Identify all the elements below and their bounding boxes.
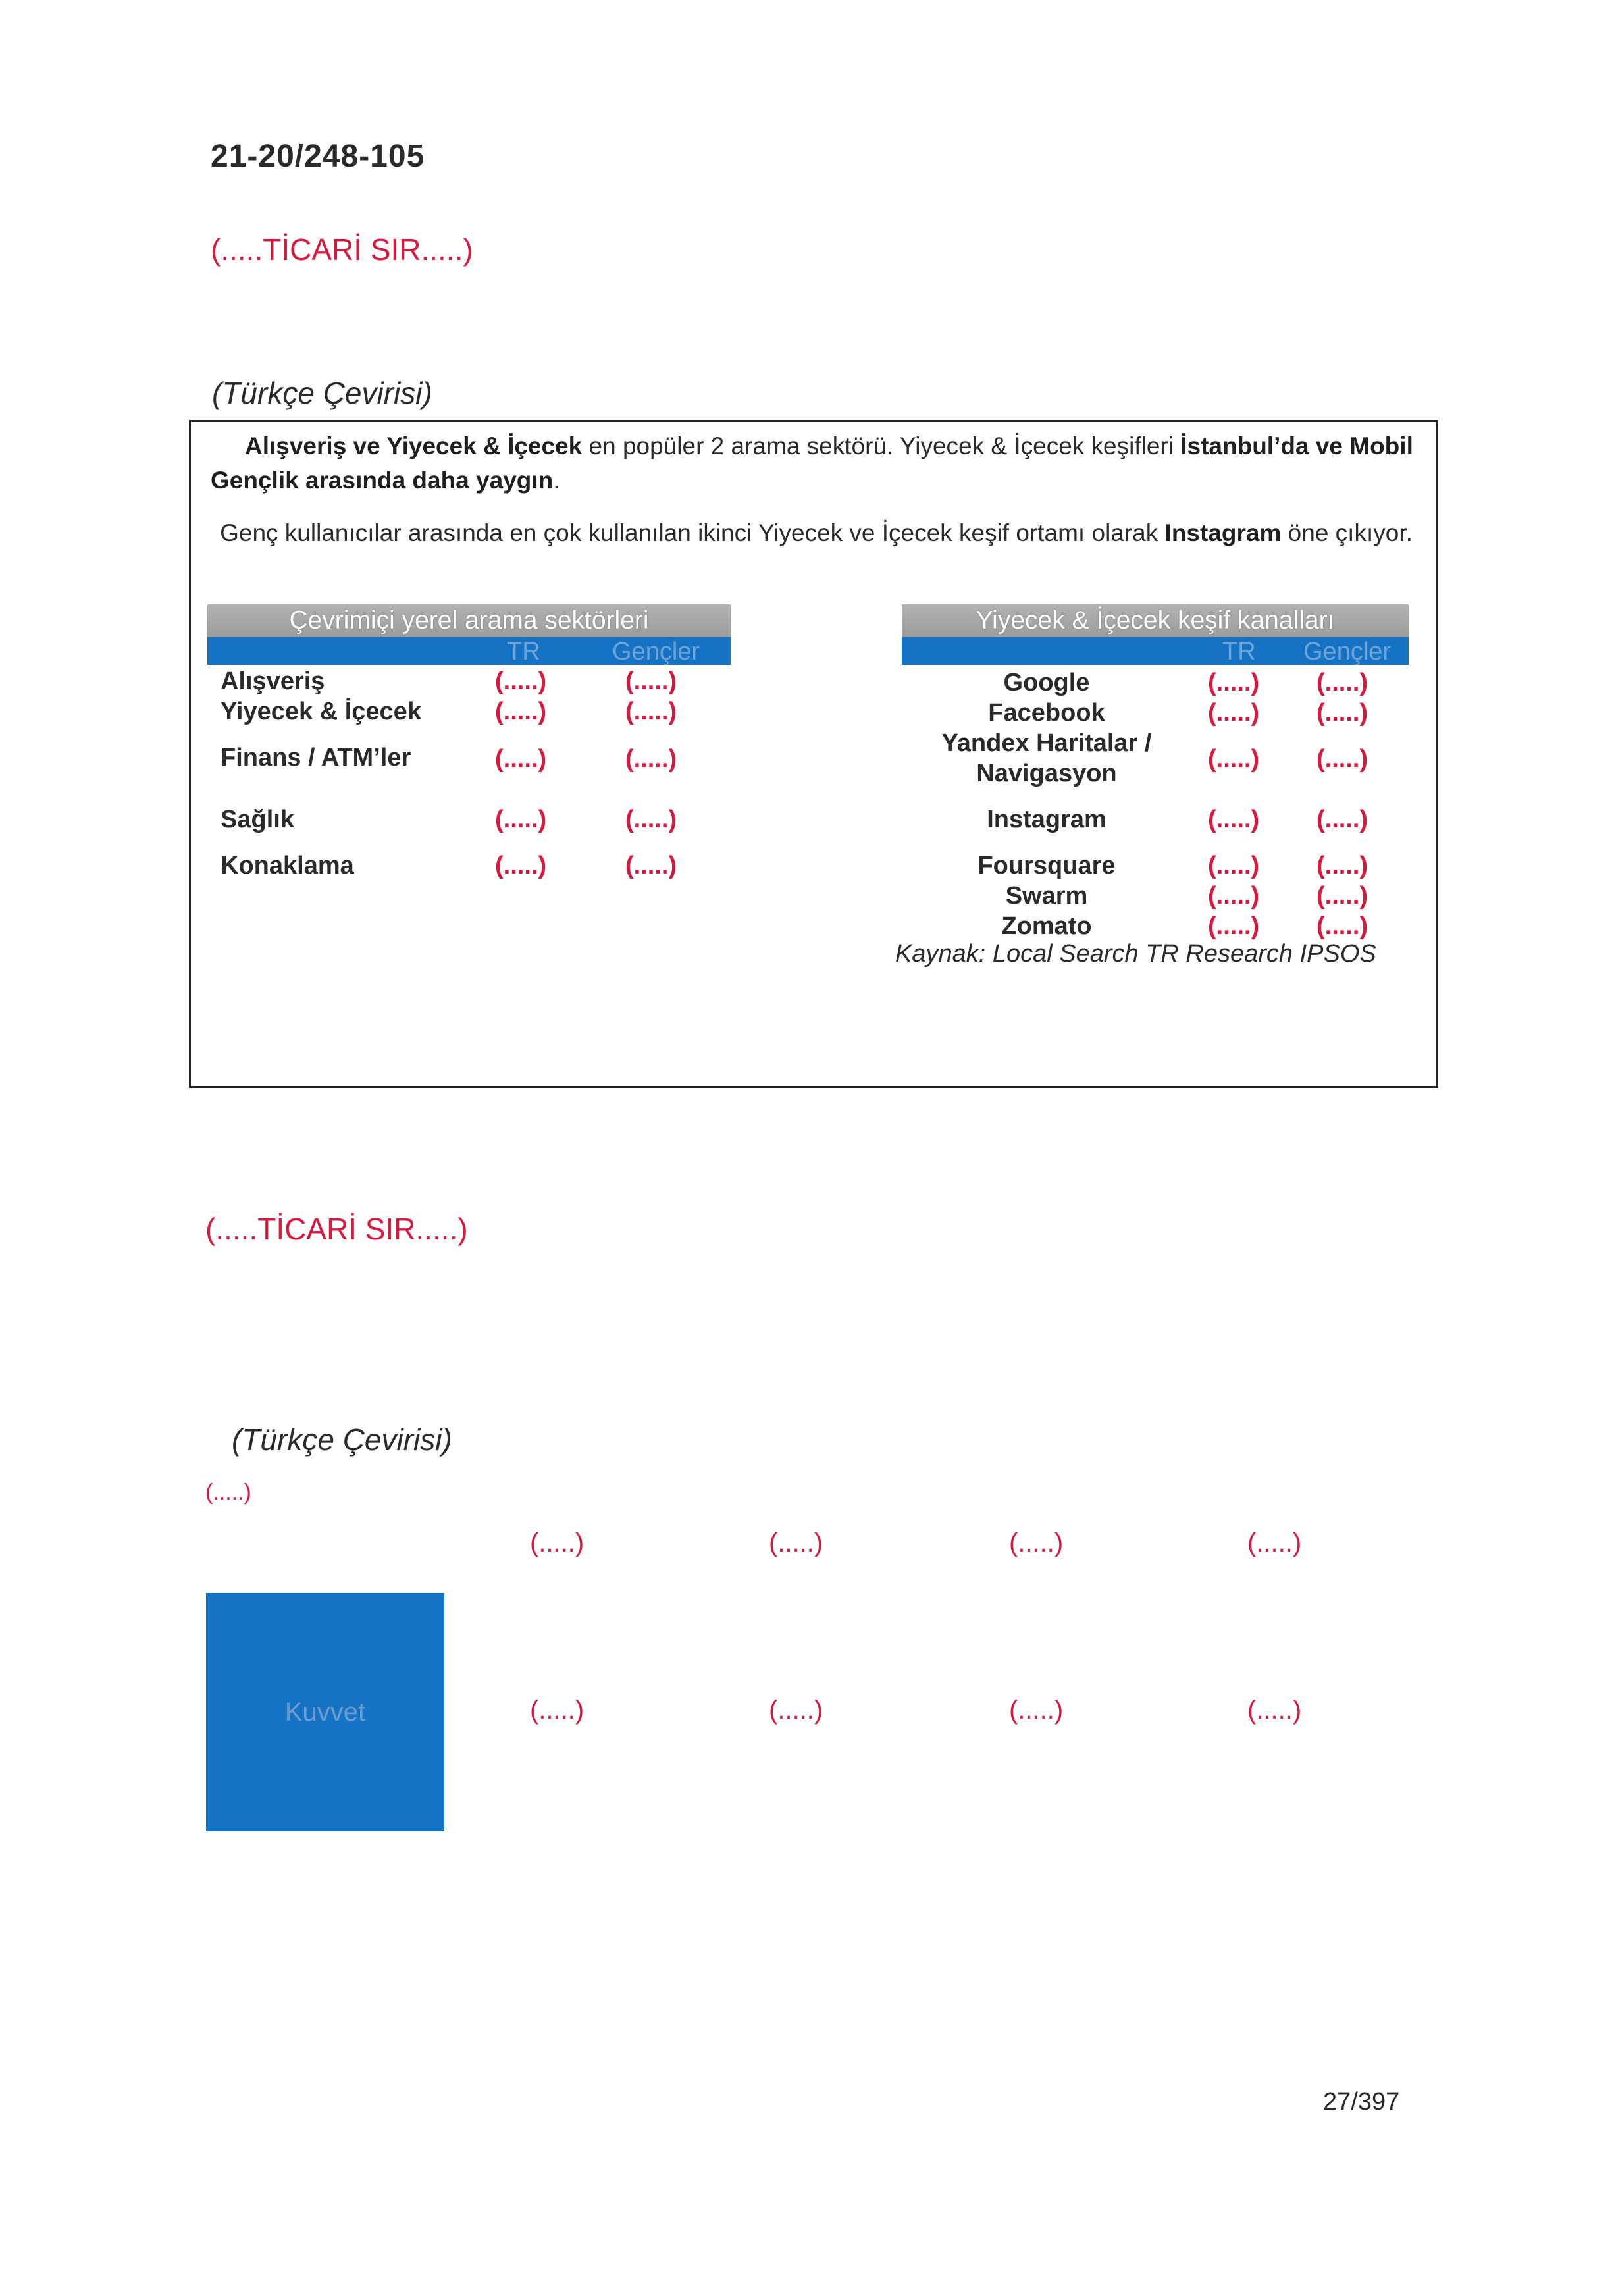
right-row-label: Google: [1003, 669, 1090, 696]
right-table-header: [902, 604, 1409, 665]
redacted-cell: (.....): [530, 1528, 585, 1557]
left-row-value: (.....): [625, 698, 677, 725]
redacted-cell: (.....): [769, 1696, 823, 1725]
left-col-tr: TR: [507, 638, 540, 665]
left-row-label: Konaklama: [221, 852, 354, 879]
page-number: 27/397: [1323, 2088, 1400, 2116]
right-row-label: Instagram: [987, 806, 1106, 833]
translation-label: (Türkçe Çevirisi): [212, 376, 432, 410]
right-table-title: Yiyecek & İçecek keşif kanalları: [902, 604, 1409, 637]
right-row-label: Swarm: [1005, 882, 1088, 910]
right-row-label: Yandex Haritalar /: [941, 729, 1152, 757]
left-row-label: Sağlık: [221, 806, 294, 833]
right-row-label-line2: Navigasyon: [976, 760, 1117, 787]
right-row-value: (.....): [1208, 852, 1260, 879]
left-row-value: (.....): [625, 667, 677, 695]
strength-box-label: Kuvvet: [284, 1697, 366, 1727]
right-row-value: (.....): [1316, 882, 1368, 910]
right-col-tr: TR: [1222, 638, 1256, 665]
trade-secret-label-2: (.....TİCARİ SIR.....): [205, 1212, 468, 1246]
source-note: Kaynak: Local Search TR Research IPSOS: [895, 940, 1376, 968]
left-row-value: (.....): [495, 745, 547, 773]
document-number: 21-20/248-105: [211, 139, 425, 174]
translation-label-2: (Türkçe Çevirisi): [232, 1422, 452, 1457]
right-row-value: (.....): [1316, 806, 1368, 833]
intro-paragraph-2: [211, 516, 1422, 550]
left-table-title: Çevrimiçi yerel arama sektörleri: [207, 604, 731, 637]
trade-secret-label: (.....TİCARİ SIR.....): [211, 232, 473, 267]
left-row-label: Yiyecek & İçecek: [221, 698, 421, 725]
left-col-genc: Gençler: [612, 638, 700, 665]
intro1-bold-1: Alışveriş ve Yiyecek & İçecek: [245, 432, 583, 459]
right-row-value: (.....): [1316, 699, 1368, 727]
left-row-value: (.....): [495, 806, 547, 833]
right-row-value: (.....): [1316, 745, 1368, 773]
right-row-value: (.....): [1208, 669, 1260, 696]
intro1-text-1: en popüler 2 arama sektörü. Yiyecek & İçecek keşifleri: [582, 432, 1181, 459]
left-row-label: Alışveriş: [221, 667, 325, 695]
redacted-cell: (.....): [769, 1528, 823, 1557]
strength-box: [206, 1593, 444, 1831]
intro2-text-2: öne çıkıyor.: [1281, 519, 1413, 546]
left-row-label: Finans / ATM’ler: [221, 744, 411, 771]
right-row-value: (.....): [1208, 745, 1260, 773]
redacted-cell: (.....): [1247, 1696, 1302, 1725]
right-col-genc: Gençler: [1303, 638, 1392, 665]
right-row-value: (.....): [1208, 882, 1260, 910]
right-row-label: Zomato: [1001, 912, 1092, 940]
right-table-subheader: [902, 637, 1409, 665]
redacted-cell: (.....): [1009, 1696, 1064, 1725]
left-row-value: (.....): [495, 698, 547, 725]
intro2-bold: Instagram: [1164, 519, 1282, 546]
left-row-value: (.....): [495, 852, 547, 879]
right-row-value: (.....): [1208, 699, 1260, 727]
redacted-cell: (.....): [1009, 1528, 1064, 1557]
left-row-value: (.....): [625, 745, 677, 773]
left-table-header: [207, 604, 731, 665]
left-table-subheader: [207, 637, 731, 665]
right-row-value: (.....): [1208, 912, 1260, 940]
intro2-text-1: Genç kullanıcılar arasında en çok kullanılan ikinci Yiyecek ve İçecek keşif ortamı olarak: [220, 519, 1165, 546]
intro-paragraph-1: [211, 429, 1422, 498]
right-row-label: Foursquare: [977, 852, 1116, 879]
right-row-value: (.....): [1316, 852, 1368, 879]
left-row-value: (.....): [625, 852, 677, 879]
intro1-text-2: .: [553, 467, 560, 494]
intro1-bold-2: İstanbul’da ve Mobil Gençlik arasında daha yaygın: [211, 432, 1413, 494]
right-row-value: (.....): [1208, 806, 1260, 833]
right-row-value: (.....): [1316, 669, 1368, 696]
left-row-value: (.....): [495, 667, 547, 695]
right-row-label: Facebook: [988, 699, 1105, 727]
redacted-cell: (.....): [1247, 1528, 1302, 1557]
right-row-value: (.....): [1316, 912, 1368, 940]
left-row-value: (.....): [625, 806, 677, 833]
redacted-cell: (.....): [530, 1696, 585, 1725]
redacted-text: (.....): [205, 1480, 251, 1505]
